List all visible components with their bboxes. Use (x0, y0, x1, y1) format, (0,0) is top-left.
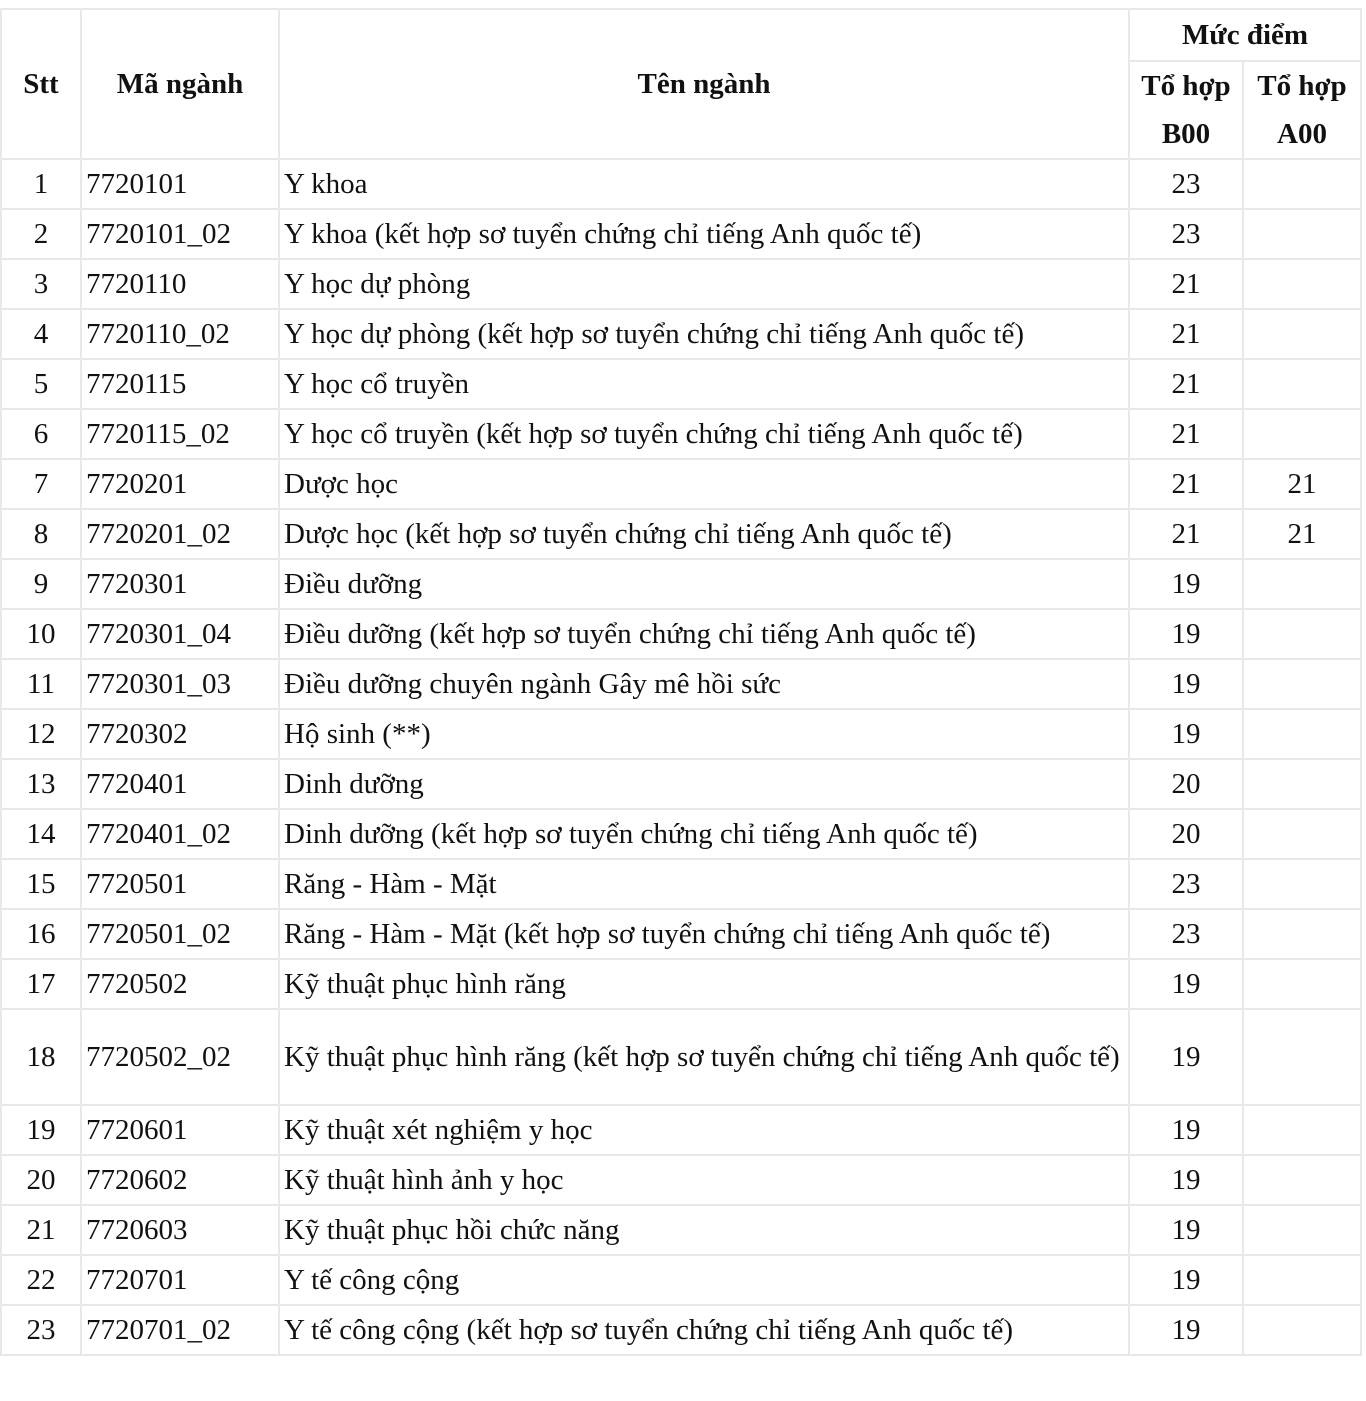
row-score-a00 (1243, 559, 1361, 609)
table-row (1, 559, 1361, 609)
header-a00 (1243, 61, 1361, 159)
table-row (1, 759, 1361, 809)
row-score-b00: 23 (1129, 209, 1243, 259)
row-stt: 21 (1, 1205, 81, 1255)
row-stt: 13 (1, 759, 81, 809)
row-score-a00 (1243, 359, 1361, 409)
table-row (1, 259, 1361, 309)
row-name: Y tế công cộng (279, 1255, 1129, 1305)
row-score-b00: 19 (1129, 1009, 1243, 1105)
row-code: 7720101 (81, 159, 279, 209)
table-row (1, 659, 1361, 709)
row-score-b00: 19 (1129, 1255, 1243, 1305)
row-score-a00 (1243, 959, 1361, 1009)
header-b00-line1: Tổ hợp (1141, 70, 1231, 102)
row-score-b00: 19 (1129, 609, 1243, 659)
row-code: 7720110_02 (81, 309, 279, 359)
row-code: 7720302 (81, 709, 279, 759)
row-name: Y học cổ truyền (kết hợp sơ tuyển chứng chỉ tiếng Anh quốc tế) (279, 409, 1129, 459)
row-code: 7720701_02 (81, 1305, 279, 1355)
header-b00 (1129, 61, 1243, 159)
row-code: 7720502_02 (81, 1009, 279, 1105)
table-row (1, 309, 1361, 359)
row-score-a00 (1243, 1155, 1361, 1205)
row-name: Hộ sinh (**) (279, 709, 1129, 759)
row-score-b00: 19 (1129, 1205, 1243, 1255)
row-name: Răng - Hàm - Mặt (kết hợp sơ tuyển chứng chỉ tiếng Anh quốc tế) (279, 909, 1129, 959)
row-stt: 4 (1, 309, 81, 359)
row-stt: 10 (1, 609, 81, 659)
header-score-group: Mức điểm (1129, 9, 1361, 61)
row-score-a00 (1243, 909, 1361, 959)
row-name: Y khoa (279, 159, 1129, 209)
row-score-b00: 21 (1129, 409, 1243, 459)
table-row (1, 359, 1361, 409)
row-score-a00 (1243, 1105, 1361, 1155)
row-score-a00 (1243, 809, 1361, 859)
table-row (1, 509, 1361, 559)
row-score-a00 (1243, 709, 1361, 759)
header-code: Mã ngành (81, 9, 279, 159)
table-row (1, 959, 1361, 1009)
row-stt: 6 (1, 409, 81, 459)
table-row (1, 459, 1361, 509)
row-code: 7720401_02 (81, 809, 279, 859)
table-row (1, 1255, 1361, 1305)
table-row (1, 809, 1361, 859)
row-name: Dược học (kết hợp sơ tuyển chứng chỉ tiếng Anh quốc tế) (279, 509, 1129, 559)
row-code: 7720301 (81, 559, 279, 609)
row-name: Y khoa (kết hợp sơ tuyển chứng chỉ tiếng Anh quốc tế) (279, 209, 1129, 259)
admission-score-table (0, 8, 1362, 1356)
row-stt: 20 (1, 1155, 81, 1205)
row-name: Dinh dưỡng (kết hợp sơ tuyển chứng chỉ tiếng Anh quốc tế) (279, 809, 1129, 859)
row-score-b00: 21 (1129, 309, 1243, 359)
row-code: 7720110 (81, 259, 279, 309)
row-score-b00: 19 (1129, 1305, 1243, 1355)
row-stt: 3 (1, 259, 81, 309)
row-score-b00: 20 (1129, 759, 1243, 809)
row-stt: 18 (1, 1009, 81, 1105)
row-score-b00: 19 (1129, 959, 1243, 1009)
row-score-a00 (1243, 609, 1361, 659)
row-name: Dinh dưỡng (279, 759, 1129, 809)
row-name: Điều dưỡng chuyên ngành Gây mê hồi sức (279, 659, 1129, 709)
table-row (1, 1105, 1361, 1155)
row-score-b00: 21 (1129, 359, 1243, 409)
row-score-a00 (1243, 409, 1361, 459)
row-stt: 16 (1, 909, 81, 959)
row-name: Dược học (279, 459, 1129, 509)
row-code: 7720115 (81, 359, 279, 409)
row-score-b00: 21 (1129, 259, 1243, 309)
header-stt: Stt (1, 9, 81, 159)
row-code: 7720602 (81, 1155, 279, 1205)
row-stt: 19 (1, 1105, 81, 1155)
row-code: 7720115_02 (81, 409, 279, 459)
row-score-a00 (1243, 1255, 1361, 1305)
row-name: Điều dưỡng (279, 559, 1129, 609)
table-row (1, 609, 1361, 659)
row-stt: 12 (1, 709, 81, 759)
header-b00-line2: B00 (1161, 118, 1211, 150)
row-score-b00: 19 (1129, 1155, 1243, 1205)
row-score-a00 (1243, 1009, 1361, 1105)
row-name: Y học dự phòng (kết hợp sơ tuyển chứng chỉ tiếng Anh quốc tế) (279, 309, 1129, 359)
row-code: 7720701 (81, 1255, 279, 1305)
header-name: Tên ngành (279, 9, 1129, 159)
row-score-a00 (1243, 659, 1361, 709)
row-code: 7720101_02 (81, 209, 279, 259)
row-code: 7720401 (81, 759, 279, 809)
row-name: Kỹ thuật hình ảnh y học (279, 1155, 1129, 1205)
table-row (1, 1205, 1361, 1255)
row-stt: 15 (1, 859, 81, 909)
row-name: Kỹ thuật phục hồi chức năng (279, 1205, 1129, 1255)
row-name: Điều dưỡng (kết hợp sơ tuyển chứng chỉ tiếng Anh quốc tế) (279, 609, 1129, 659)
table-row (1, 159, 1361, 209)
row-score-b00: 20 (1129, 809, 1243, 859)
row-score-b00: 19 (1129, 1105, 1243, 1155)
row-stt: 8 (1, 509, 81, 559)
row-name: Răng - Hàm - Mặt (279, 859, 1129, 909)
row-stt: 11 (1, 659, 81, 709)
row-score-b00: 21 (1129, 509, 1243, 559)
row-score-a00: 21 (1243, 459, 1361, 509)
row-stt: 9 (1, 559, 81, 609)
header-a00-line2: A00 (1277, 118, 1327, 150)
table-row (1, 1009, 1361, 1105)
row-score-b00: 23 (1129, 859, 1243, 909)
row-score-b00: 21 (1129, 459, 1243, 509)
row-stt: 14 (1, 809, 81, 859)
table-row (1, 409, 1361, 459)
row-code: 7720301_03 (81, 659, 279, 709)
row-name: Kỹ thuật phục hình răng (279, 959, 1129, 1009)
row-score-a00 (1243, 1205, 1361, 1255)
table-row (1, 1155, 1361, 1205)
row-code: 7720502 (81, 959, 279, 1009)
row-score-a00 (1243, 209, 1361, 259)
row-code: 7720201 (81, 459, 279, 509)
row-stt: 1 (1, 159, 81, 209)
row-code: 7720301_04 (81, 609, 279, 659)
row-score-a00 (1243, 159, 1361, 209)
table-row (1, 709, 1361, 759)
row-code: 7720601 (81, 1105, 279, 1155)
row-name: Y học dự phòng (279, 259, 1129, 309)
row-score-b00: 19 (1129, 559, 1243, 609)
row-score-a00 (1243, 759, 1361, 809)
table-row (1, 1305, 1361, 1355)
row-stt: 22 (1, 1255, 81, 1305)
row-name: Kỹ thuật xét nghiệm y học (279, 1105, 1129, 1155)
row-name: Y học cổ truyền (279, 359, 1129, 409)
row-code: 7720501 (81, 859, 279, 909)
row-score-a00 (1243, 259, 1361, 309)
row-score-a00 (1243, 1305, 1361, 1355)
row-name: Kỹ thuật phục hình răng (kết hợp sơ tuyển chứng chỉ tiếng Anh quốc tế) (279, 1009, 1129, 1105)
row-score-b00: 19 (1129, 659, 1243, 709)
row-score-b00: 23 (1129, 909, 1243, 959)
row-stt: 2 (1, 209, 81, 259)
header-a00-line1: Tổ hợp (1257, 70, 1347, 102)
row-stt: 17 (1, 959, 81, 1009)
row-stt: 5 (1, 359, 81, 409)
row-score-b00: 19 (1129, 709, 1243, 759)
table-row (1, 859, 1361, 909)
row-score-a00: 21 (1243, 509, 1361, 559)
row-stt: 7 (1, 459, 81, 509)
row-code: 7720603 (81, 1205, 279, 1255)
row-score-a00 (1243, 309, 1361, 359)
row-code: 7720201_02 (81, 509, 279, 559)
row-code: 7720501_02 (81, 909, 279, 959)
row-name: Y tế công cộng (kết hợp sơ tuyển chứng chỉ tiếng Anh quốc tế) (279, 1305, 1129, 1355)
row-stt: 23 (1, 1305, 81, 1355)
row-score-b00: 23 (1129, 159, 1243, 209)
row-score-a00 (1243, 859, 1361, 909)
table-row (1, 909, 1361, 959)
table-row (1, 209, 1361, 259)
